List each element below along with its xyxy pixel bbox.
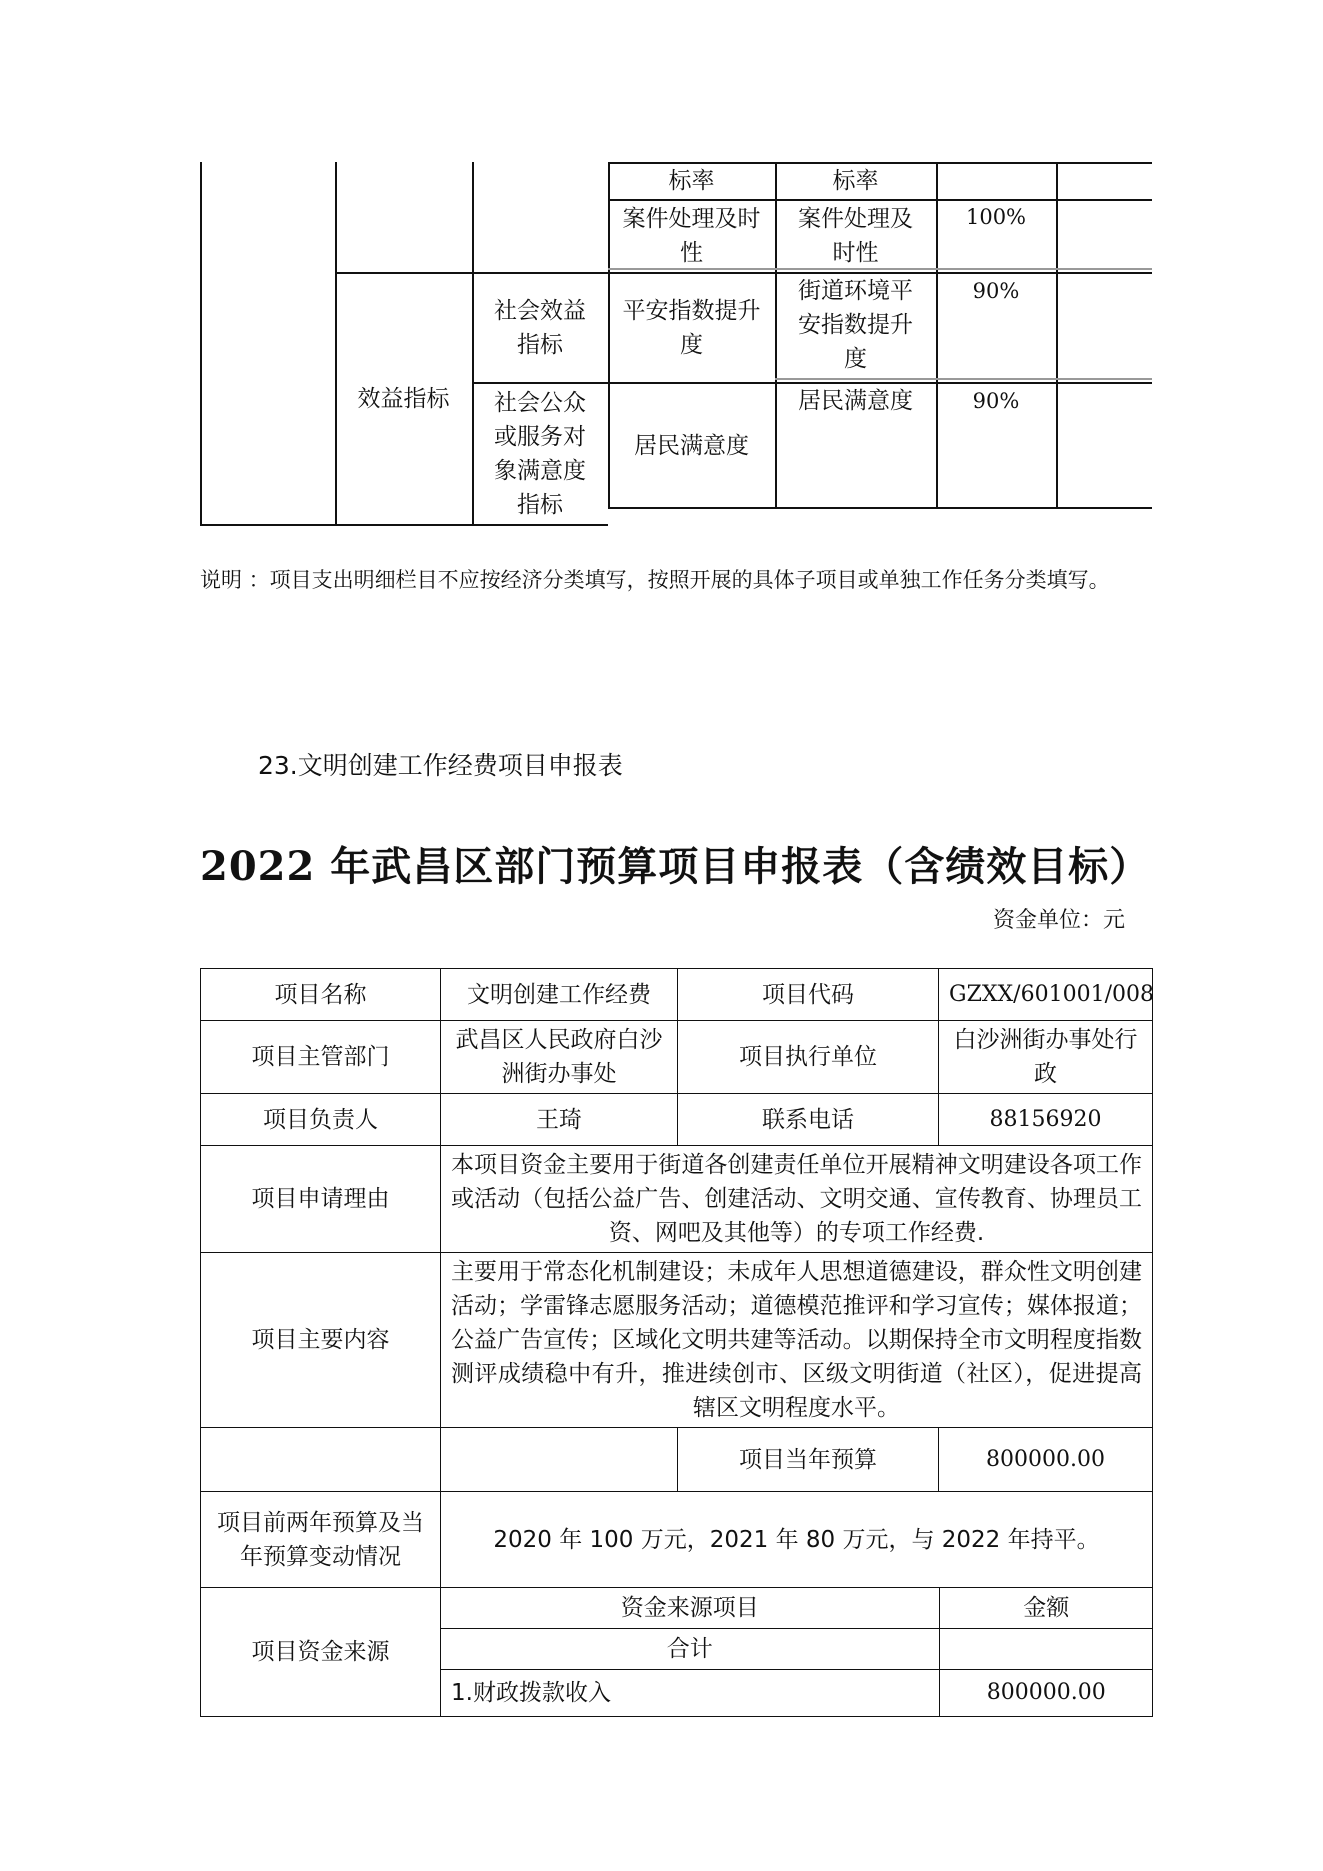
empty-cell	[201, 1428, 441, 1492]
exec-unit-value: 白沙洲街办事处行政	[939, 1021, 1153, 1094]
prev-budget-value: 2020 年 100 万元，2021 年 80 万元，与 2022 年持平。	[441, 1492, 1153, 1588]
phone-label: 联系电话	[678, 1094, 939, 1146]
funding-source-table	[441, 1588, 1153, 1717]
indicator-cell: 街道环境平安指数提升度	[798, 278, 913, 372]
indicator-cell: 平安指数提升度	[622, 298, 761, 358]
indicator-cell: 标率	[832, 167, 879, 194]
dept-value: 武昌区人民政府白沙洲街办事处	[441, 1021, 678, 1094]
project-code-value: GZXX/601001/008	[939, 969, 1153, 1021]
owner-label: 项目负责人	[201, 1094, 441, 1146]
indicator-cell: 标率	[668, 167, 715, 194]
funding-total-value	[939, 1629, 1153, 1670]
budget-label: 项目当年预算	[678, 1428, 939, 1492]
budget-value: 800000.00	[939, 1428, 1153, 1492]
funding-source-label: 项目资金来源	[201, 1588, 441, 1717]
reason-value: 本项目资金主要用于街道各创建责任单位开展精神文明建设各项工作或活动（包括公益广告、创建活动、文明交通、宣传教育、协理员工资、网吧及其他等）的专项工作经费.	[441, 1146, 1153, 1253]
empty-cell	[441, 1428, 678, 1492]
dept-label: 项目主管部门	[201, 1021, 441, 1094]
project-application-form	[200, 968, 1153, 1717]
indicator-cell: 案件处理及时性	[622, 206, 761, 266]
funding-fiscal-value: 800000.00	[986, 1679, 1106, 1705]
indicator-value: 90%	[972, 389, 1020, 413]
prev-budget-label: 项目前两年预算及当年预算变动情况	[201, 1492, 441, 1588]
indicator-category: 社会效益指标	[494, 298, 586, 358]
reason-label: 项目申请理由	[201, 1146, 441, 1253]
currency-unit-label: 资金单位：元	[992, 908, 1125, 933]
indicator-cell: 居民满意度	[634, 432, 749, 459]
indicator-group: 效益指标	[357, 386, 450, 412]
content-value: 主要用于常态化机制建设；未成年人思想道德建设，群众性文明创建活动；学雷锋志愿服务活动；道德模范推评和学习宣传；媒体报道；公益广告宣传；区域化文明共建等活动。以期保持全市文明程度指数测评成绩稳中有升，推进续创市、区级文明街道（社区），促进提高辖区文明程度水平。	[441, 1253, 1153, 1428]
project-name-value: 文明创建工作经费	[441, 969, 678, 1021]
table-note: 说明 ：项目支出明细栏目不应按经济分类填写，按照开展的具体子项目或单独工作任务分类填写。	[200, 568, 1110, 592]
funding-total-label: 合计	[441, 1629, 939, 1670]
funding-fiscal-label: 1.财政拨款收入	[441, 1670, 939, 1716]
content-label: 项目主要内容	[201, 1253, 441, 1428]
indicator-value: 90%	[972, 279, 1020, 303]
indicator-cell: 居民满意度	[798, 388, 913, 414]
exec-unit-label: 项目执行单位	[678, 1021, 939, 1094]
section-heading: 23.文明创建工作经费项目申报表	[258, 751, 623, 780]
phone-value: 88156920	[939, 1094, 1153, 1146]
funding-header-item: 资金来源项目	[441, 1588, 939, 1629]
indicator-table-continued	[200, 162, 1152, 524]
indicator-cell: 案件处理及时性	[798, 206, 913, 266]
funding-header-amount: 金额	[939, 1588, 1153, 1629]
project-code-label: 项目代码	[678, 969, 939, 1021]
owner-value: 王琦	[441, 1094, 678, 1146]
project-name-label: 项目名称	[201, 969, 441, 1021]
indicator-value: 100%	[965, 205, 1027, 229]
indicator-category: 社会公众或服务对象满意度指标	[494, 390, 586, 518]
page-title: 2022 年武昌区部门预算项目申报表（含绩效目标）	[200, 843, 1151, 890]
